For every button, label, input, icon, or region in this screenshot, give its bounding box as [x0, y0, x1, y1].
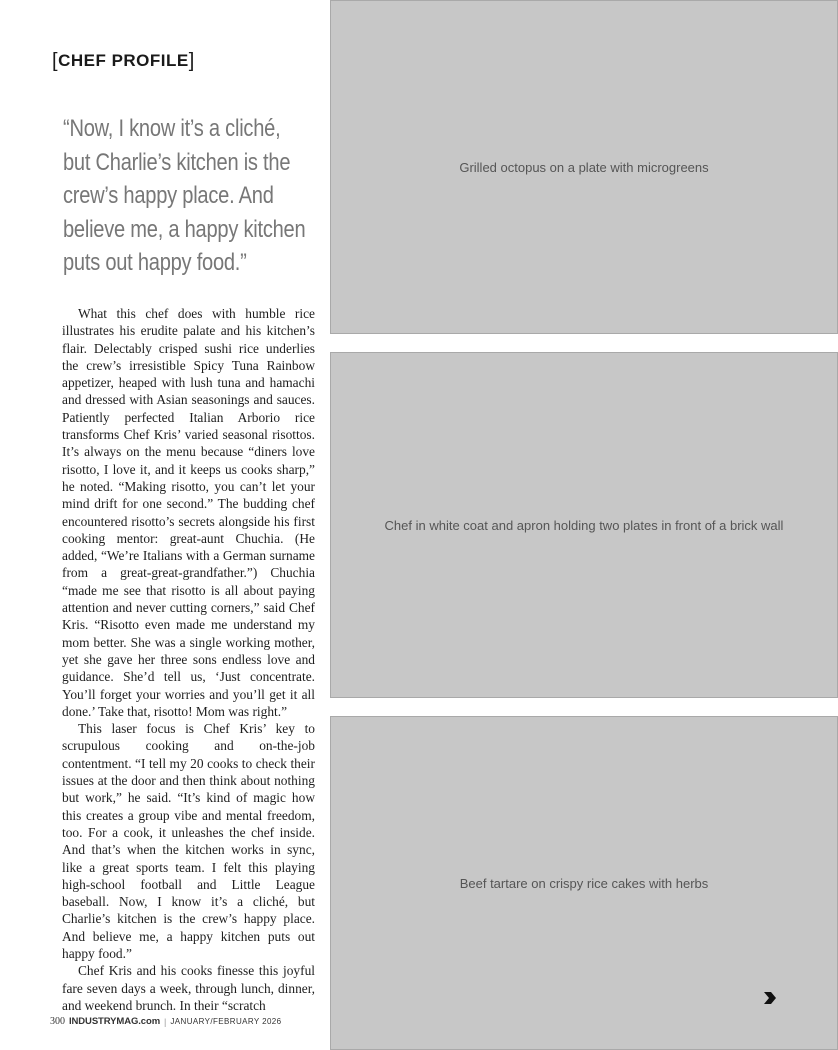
photo-caption: Beef tartare on crispy rice cakes with herbs: [459, 875, 709, 891]
body-paragraph: What this chef does with humble rice illustrates his erudite palate and his kitchen’s flair. Delectably crisped sushi rice underlies the crew’s irresistible Spicy Tuna Rainbow appetizer, heaped with lush tuna and hamachi and dressed with Asian seasonings and sauces. Patiently perfected Italian Arborio rice transforms Chef Kris’ varied seasonal risottos. It’s always on the menu because “diners love risotto, I love it, and it keeps us cooks sharp,” he noted. “Making risotto, you can’t let your mind drift for one second.” The budding chef encountered risotto’s secrets alongside his first cooking mentor: great-aunt Chuchia. (He added, “We’re Italians with a German surname from a great-great-grandfather.”) Chuchia “made me see that risotto is all about paying attention and never cutting corners,” said Chef Kris. “Risotto even made me understand my mom better. She was a single working mother, yet she gave her three sons endless love and guidance. She’d tell us, ‘Just concentrate. You’ll forget your worries and you’ll get it all done.’ Take that, risotto! Mom was right.”: [62, 306, 315, 719]
body-paragraph: Chef Kris and his cooks finesse this joyful fare seven days a week, through lunch, dinner, and weekend brunch. In their “scratch: [62, 963, 315, 1013]
arrow-right-icon: [763, 991, 777, 1005]
bracket-open: [: [52, 50, 59, 72]
page-footer: [50, 1016, 282, 1027]
footer-separator: |: [164, 1016, 167, 1027]
photo-caption: Chef in white coat and apron holding two plates in front of a brick wall: [384, 517, 784, 533]
page-number: 300: [50, 1016, 65, 1027]
issue-date: JANUARY/FEBRUARY 2026: [170, 1017, 282, 1026]
section-label: [52, 49, 195, 72]
body-paragraph: This laser focus is Chef Kris’ key to scrupulous cooking and on-the-job contentment. “I tell my 20 cooks to check their issues at the door and then think about nothing but work,” he said. “It’s kind of magic how this creates a group vibe and mental freedom, too. For a cook, it unleashes the chef inside. And that’s when the kitchen works in sync, like a great sports team. I felt this playing high-school football and Little League baseball. Now, I know it’s a cliché, but Charlie’s kitchen is the crew’s happy place. And believe me, a happy kitchen puts out happy food.”: [62, 721, 315, 961]
chef-portrait-photo: [330, 352, 838, 698]
magazine-name: INDUSTRYMAG.com: [69, 1016, 161, 1027]
bracket-close: ]: [188, 50, 195, 72]
tartare-dish-photo: [330, 716, 838, 1050]
photo-caption: Grilled octopus on a plate with microgreens: [459, 159, 709, 175]
section-label-text: CHEF PROFILE: [58, 51, 189, 70]
octopus-dish-photo: [330, 0, 838, 334]
article-body: [62, 305, 315, 1014]
pull-quote: “Now, I know it’s a cliché, but Charlie’s kitchen is the crew’s happy place. And believe me, a happy kitchen puts out happy food.”: [63, 115, 306, 276]
